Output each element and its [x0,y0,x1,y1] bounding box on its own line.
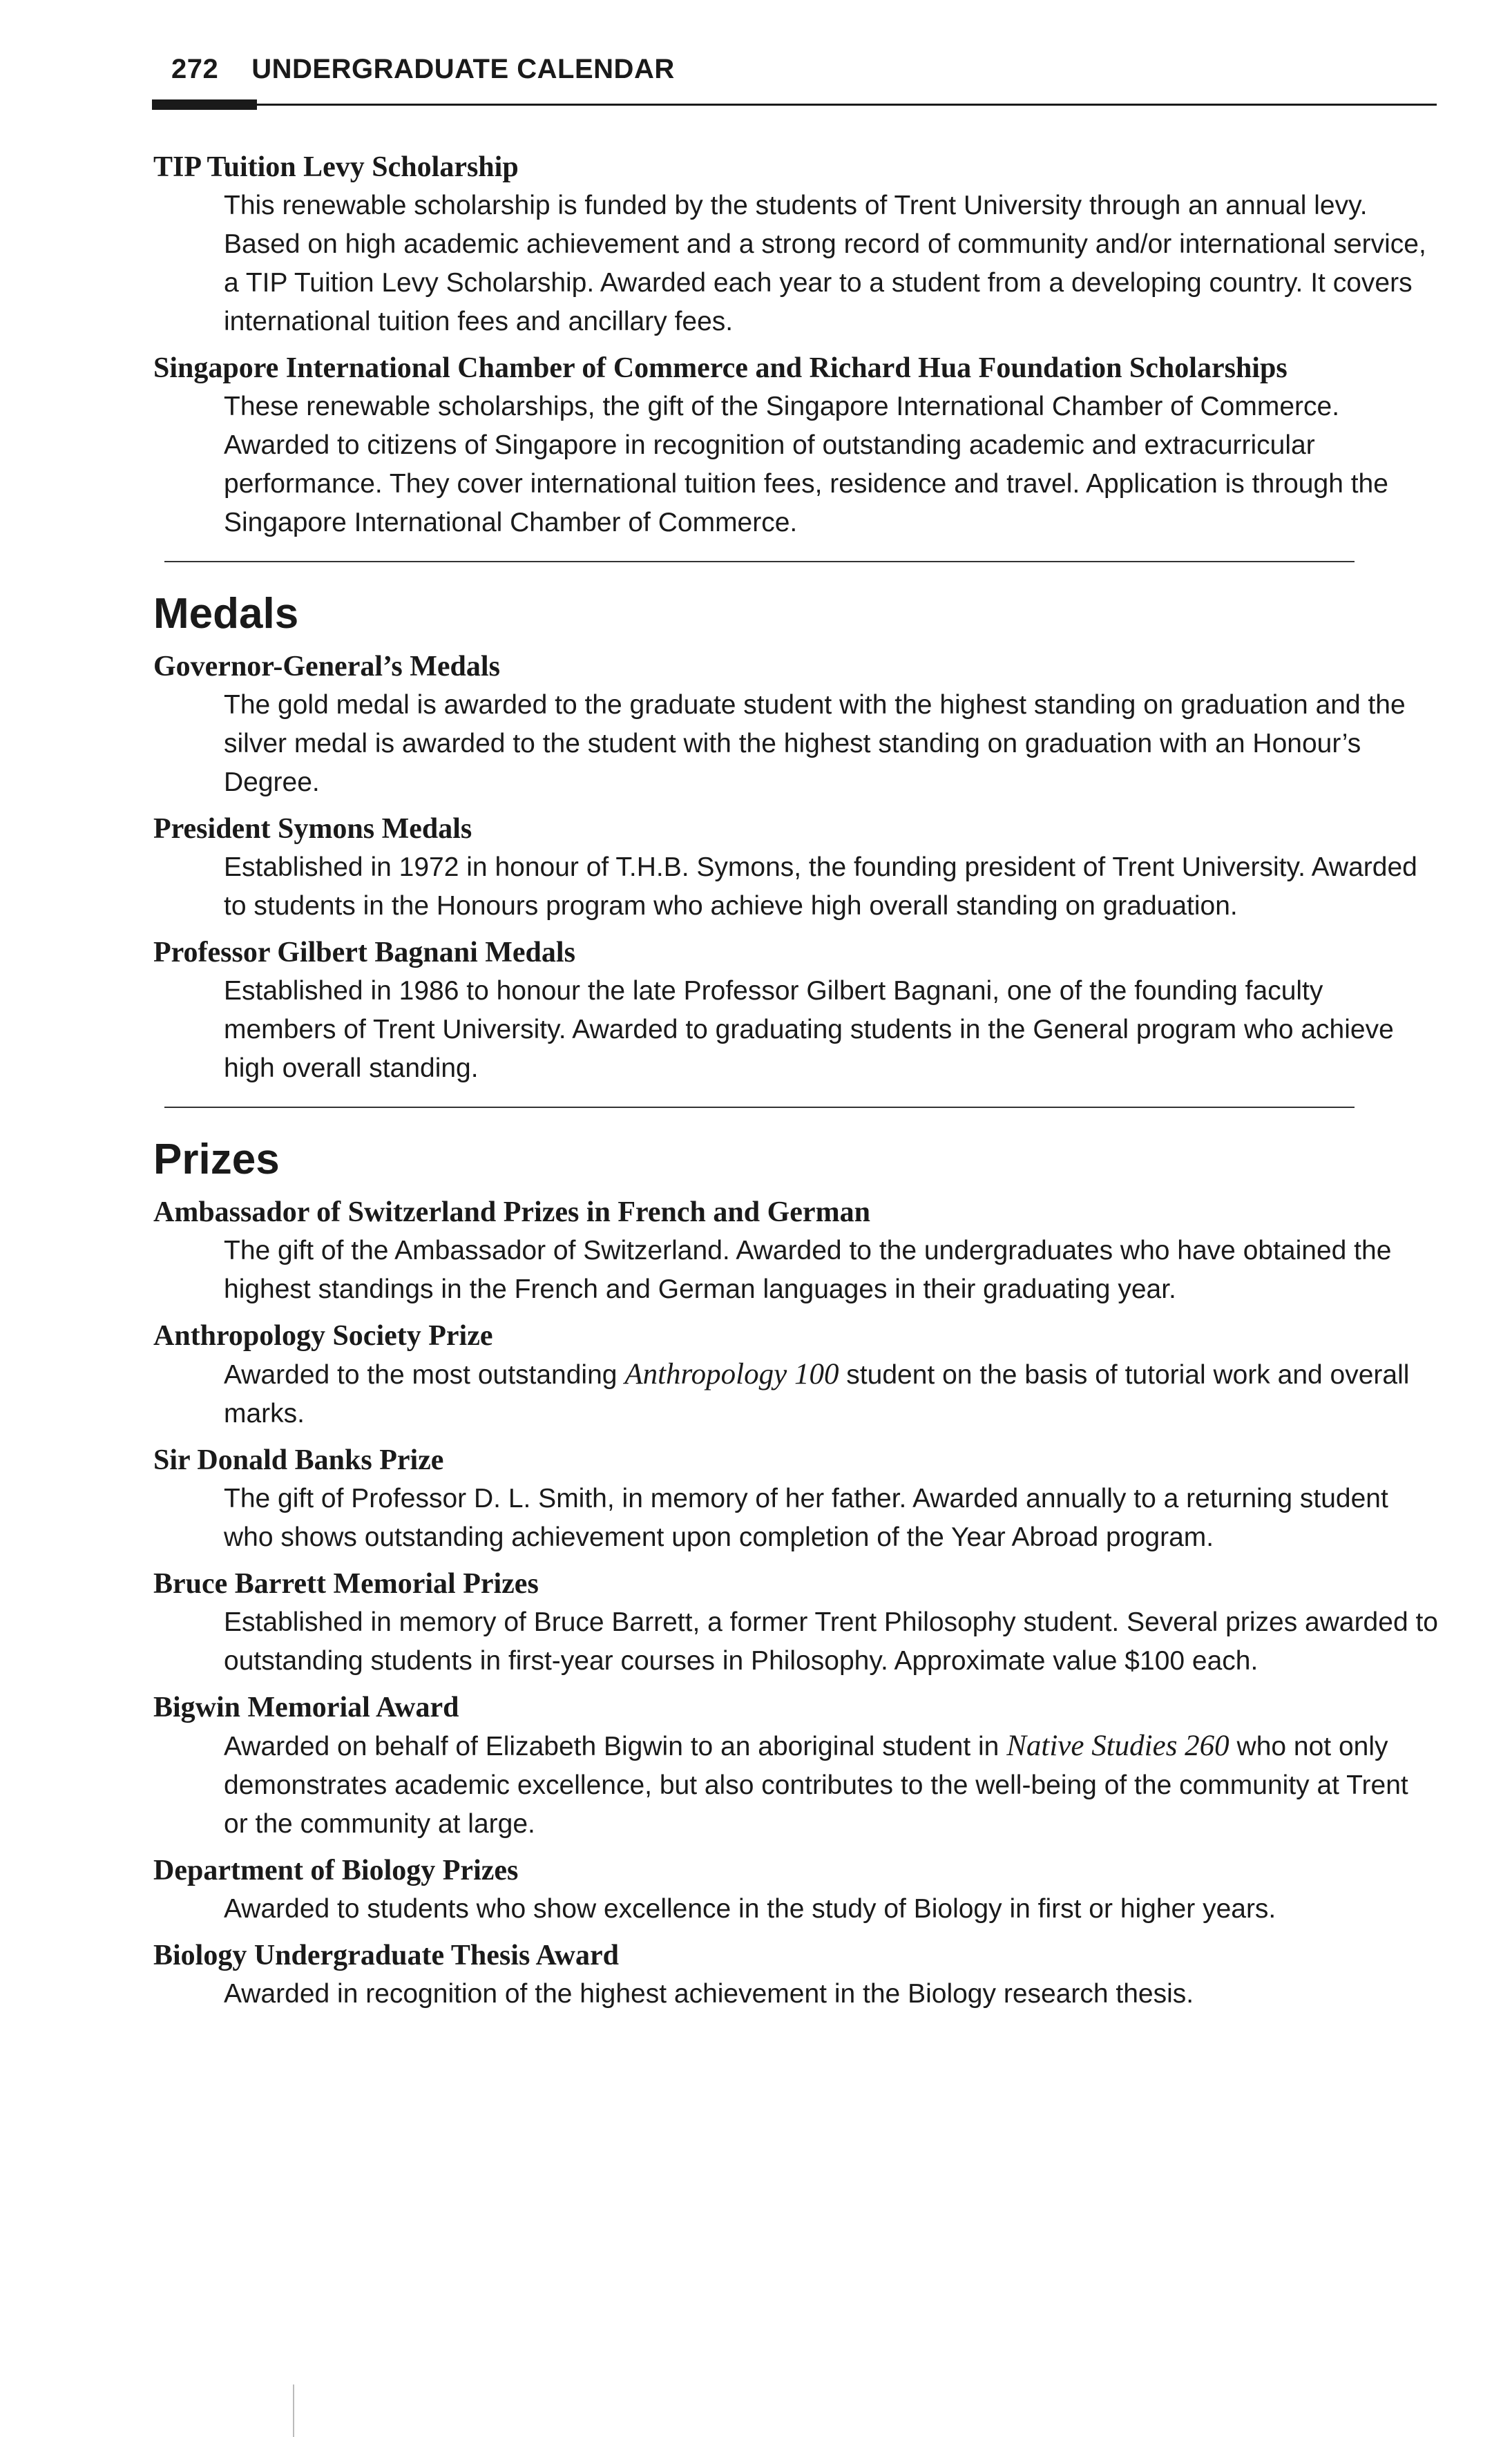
medal-entry-governor-general [153,647,1438,802]
entry-title: Professor Gilbert Bagnani Medals [153,937,575,968]
entry-title: Sir Donald Banks Prize [153,1444,444,1476]
entry-title: TIP Tuition Levy Scholarship [153,151,519,183]
entry-title: Singapore International Chamber of Commerce and Richard Hua Foundation Scholarships [153,352,1288,384]
entry-description [224,1355,1438,1433]
scholarship-entry-tip [153,148,1438,341]
description-text: Awarded to the most outstanding [224,1360,625,1390]
entry-description [224,1727,1438,1844]
prize-entry-anthropology [153,1317,1438,1433]
entry-title: Anthropology Society Prize [153,1320,493,1352]
entry-title: Department of Biology Prizes [153,1855,519,1886]
section-heading-prizes: Prizes [153,1136,280,1183]
running-head [171,54,675,85]
header-rule [152,104,1437,106]
entry-description: Established in 1986 to honour the late Professor Gilbert Bagnani, one of the founding faculty members of Trent University. Awarded to graduating students in the General program who achieve high overall standing. [224,976,1394,1083]
prize-entry-biology-department [153,1851,1438,1929]
section-heading-medals: Medals [153,590,299,638]
course-name: Native Studies 260 [1006,1730,1229,1762]
entry-description: This renewable scholarship is funded by the students of Trent University through an annual levy. Based on high academic achievement and a strong record of community and/or international service, a TIP Tuition Levy Scholarship. Awarded each year to a student from a developing country. It covers international tuition fees and ancillary fees. [224,191,1426,336]
entry-title: Bruce Barrett Memorial Prizes [153,1568,539,1600]
entry-description: Awarded in recognition of the highest achievement in the Biology research thesis. [224,1979,1194,2009]
entry-title: Ambassador of Switzerland Prizes in French and German [153,1196,870,1228]
description-text: who not only demonstrates academic excellence, but also contributes to the well-being of the community at Trent or the community at large. [224,1732,1408,1839]
entry-description: The gift of the Ambassador of Switzerland. Awarded to the undergraduates who have obtained the highest standings in the French and German languages in their graduating year. [224,1236,1392,1304]
entry-description: The gift of Professor D. L. Smith, in memory of her father. Awarded annually to a returning student who shows outstanding achievement upon completion of the Year Abroad program. [224,1484,1388,1552]
course-name: Anthropology 100 [624,1358,839,1390]
medal-entry-bagnani [153,933,1438,1088]
page-number: 272 [171,54,219,84]
entry-description: Established in 1972 in honour of T.H.B. Symons, the founding president of Trent University. Awarded to students in the Honours program who achieve high overall standing on graduation. [224,852,1417,921]
entry-title: Bigwin Memorial Award [153,1692,459,1723]
entry-description: Established in memory of Bruce Barrett, a former Trent Philosophy student. Several prizes awarded to outstanding students in first-year courses in Philosophy. Approximate value $100 each. [224,1607,1438,1676]
entry-description: Awarded to students who show excellence in the study of Biology in first or higher years. [224,1894,1276,1924]
entry-description: These renewable scholarships, the gift of the Singapore International Chamber of Commerce. Awarded to citizens of Singapore in recognition of outstanding academic and extracurricular performance. They cover international tuition fees, residence and travel. Application is through the Singapore International Chamber of Commerce. [224,392,1388,537]
section-divider [164,1107,1355,1108]
running-title: UNDERGRADUATE CALENDAR [251,54,675,84]
description-text: student on the basis of tutorial work and overall marks. [224,1360,1410,1428]
scholarship-entry-singapore [153,349,1438,542]
entry-description: The gold medal is awarded to the graduate student with the highest standing on graduation and the silver medal is awarded to the student with the highest standing on graduation with an Honour’s Degree. [224,690,1406,797]
prize-entry-donald-banks [153,1441,1438,1557]
prize-entry-biology-thesis [153,1936,1438,2014]
medal-entry-president-symons [153,810,1438,926]
section-divider [164,561,1355,562]
entry-title: President Symons Medals [153,813,472,845]
entry-title: Governor-General’s Medals [153,651,500,682]
prize-entry-bigwin [153,1688,1438,1844]
scan-mark [293,2385,294,2437]
description-text: Awarded on behalf of Elizabeth Bigwin to an aboriginal student in [224,1732,1007,1761]
prize-entry-switzerland [153,1193,1438,1309]
prize-entry-bruce-barrett [153,1565,1438,1681]
entry-title: Biology Undergraduate Thesis Award [153,1940,620,1971]
page-content [153,148,1438,2021]
